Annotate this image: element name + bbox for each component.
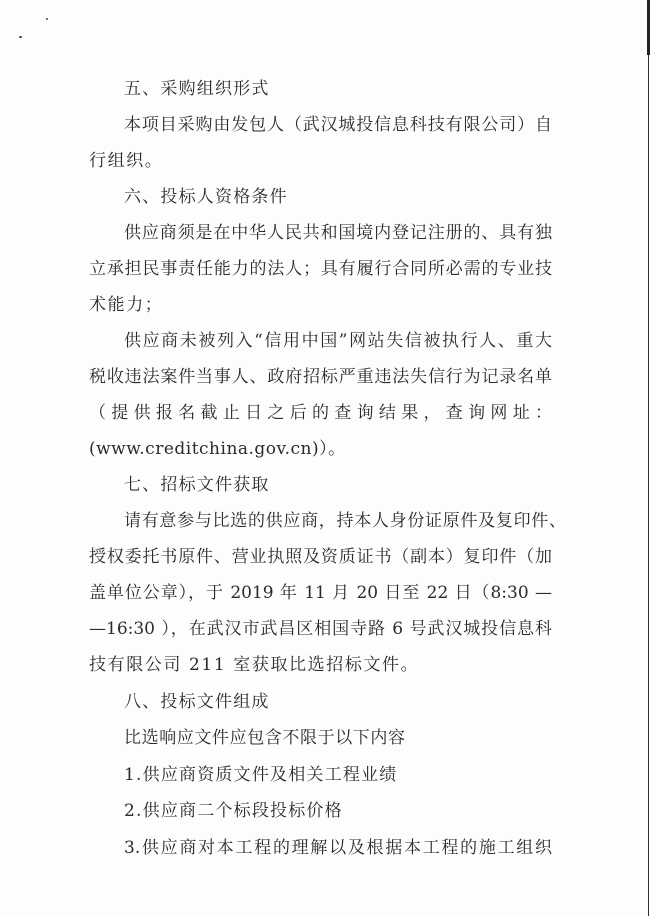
paragraph-line: 供应商须是在中华人民共和国境内登记注册的、具有独	[124, 223, 552, 243]
paragraph-line: 税收违法案件当事人、政府招标严重违法失信行为记录名单	[89, 367, 552, 387]
list-item-2: 2.供应商二个标段投标价格	[124, 801, 343, 821]
list-item-3: 3.供应商对本工程的理解以及根据本工程的施工组织	[124, 838, 552, 858]
paragraph-line: 本项目采购由发包人（武汉城投信息科技有限公司）自	[124, 115, 552, 135]
paragraph-line: 术能力；	[89, 295, 164, 315]
list-item-1: 1.供应商资质文件及相关工程业绩	[124, 765, 398, 785]
paragraph-line: 授权委托书原件、营业执照及资质证书（副本）复印件（加	[89, 547, 552, 567]
scan-speck	[46, 18, 48, 20]
paragraph-line: 盖单位公章），于 2019 年 11 月 20 日至 22 日（8:30 —	[89, 583, 552, 603]
paragraph-line: 技有限公司 211 室获取比选招标文件。	[89, 655, 420, 675]
paragraph-line: 行组织。	[89, 151, 164, 171]
section-heading-8: 八、投标文件组成	[124, 692, 270, 712]
scan-edge-line	[648, 0, 649, 916]
paragraph-line: 比选响应文件应包含不限于以下内容	[124, 728, 406, 748]
paragraph-line: 供应商未被列入“信用中国”网站失信被执行人、重大	[124, 331, 552, 351]
paragraph-line: —16:30 ），在武汉市武昌区相国寺路 6 号武汉城投信息科	[89, 619, 552, 639]
paragraph-line-url: (www.creditchina.gov.cn)）。	[89, 439, 346, 459]
paragraph-line: 请有意参与比选的供应商，持本人身份证原件及复印件、	[124, 511, 566, 531]
section-heading-5: 五、采购组织形式	[124, 79, 270, 99]
section-heading-7: 七、招标文件获取	[124, 475, 270, 495]
scan-speck	[19, 36, 22, 38]
paragraph-line: 立承担民事责任能力的法人；具有履行合同所必需的专业技	[89, 259, 552, 279]
section-heading-6: 六、投标人资格条件	[124, 187, 288, 207]
paragraph-line: （提供报名截止日之后的查询结果，查询网址：	[89, 403, 552, 423]
